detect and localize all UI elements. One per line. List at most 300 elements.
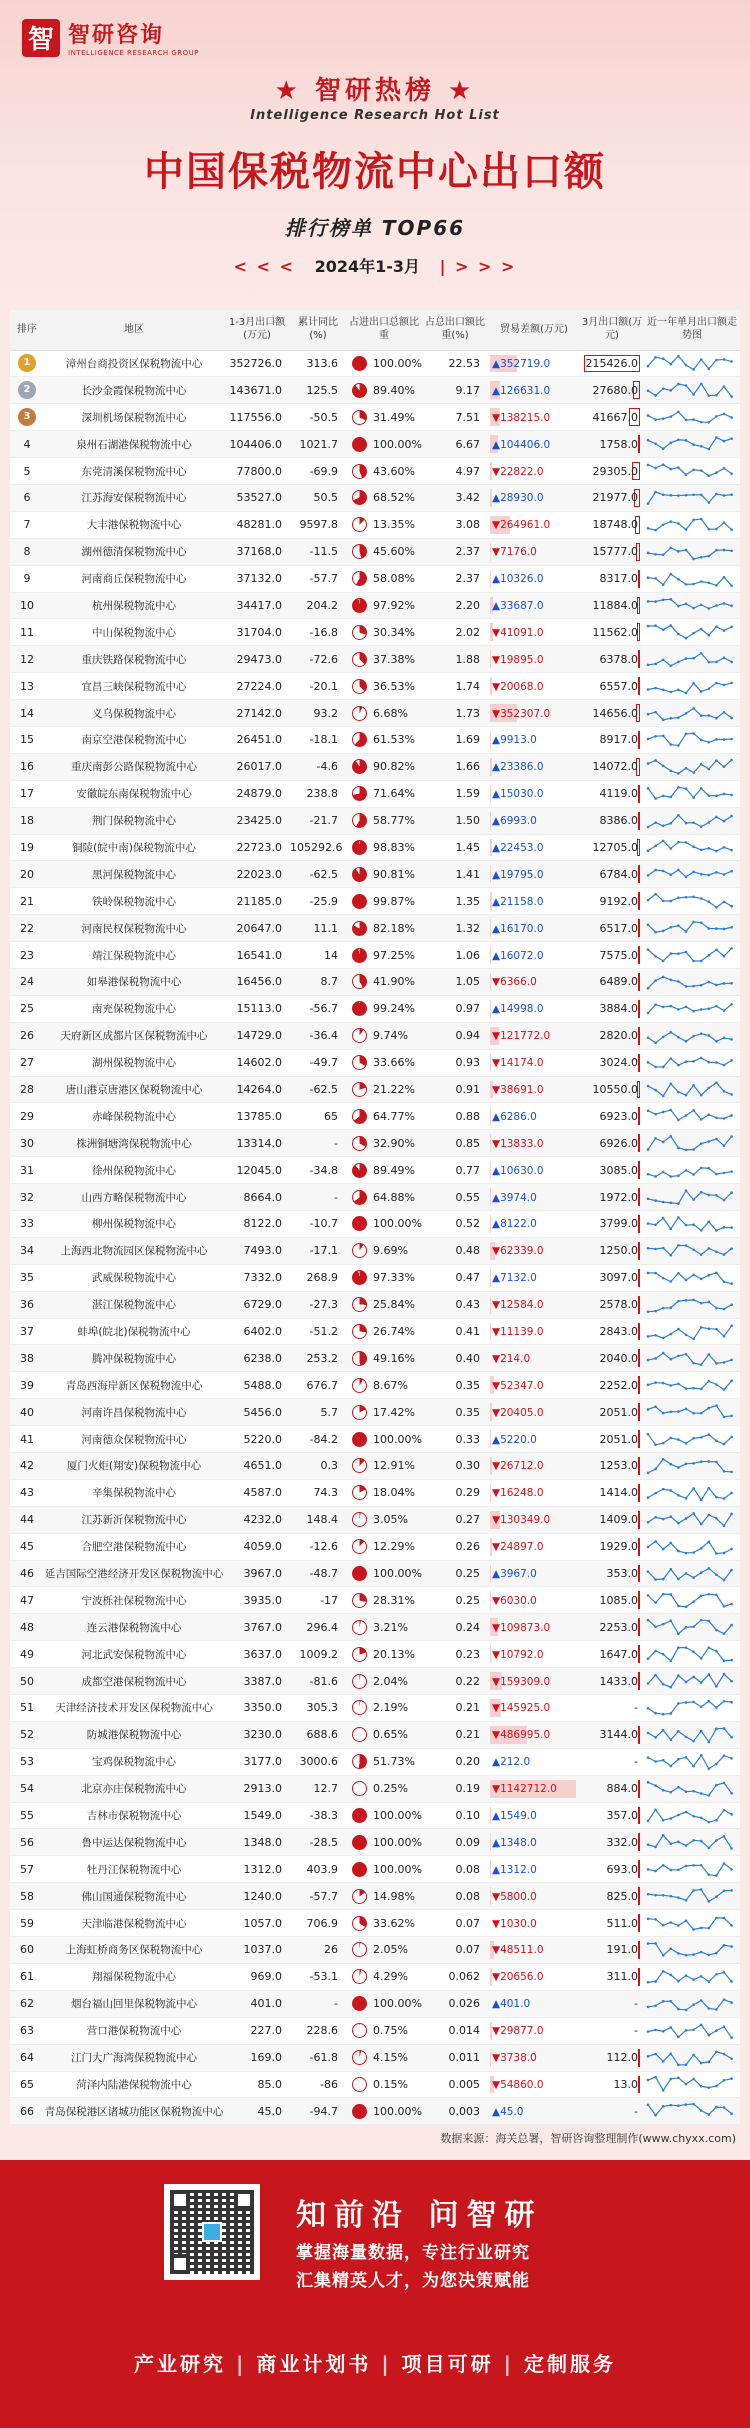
area-name: 北京亦庄保税物流中心 <box>44 1775 224 1802</box>
march-bar <box>638 570 640 588</box>
trade-share-cell <box>346 377 422 404</box>
trade-share-value: 31.49% <box>373 410 415 424</box>
sparkline-point <box>662 1412 665 1415</box>
sparkline-point <box>647 1619 650 1622</box>
march-cell <box>580 807 644 834</box>
sparkline-point <box>662 1577 665 1580</box>
trade-share-value: 14.98% <box>373 1889 415 1903</box>
table-header-row <box>10 310 740 350</box>
sparkline-point <box>670 2000 673 2003</box>
sparkline-point <box>692 2078 695 2081</box>
balance-bar <box>490 570 491 588</box>
sparkline-path <box>648 922 732 932</box>
sparkline-point <box>730 793 733 796</box>
sparkline-path <box>648 841 732 851</box>
balance-cell <box>488 700 580 727</box>
march-value: 4119.0 <box>599 787 638 801</box>
sparkline-point <box>730 417 733 420</box>
sparkline-point <box>654 1736 657 1739</box>
sparkline-point <box>715 1405 718 1408</box>
sparkline-point <box>647 1335 650 1338</box>
share-pie-icon <box>352 1996 367 2011</box>
balance-value: ▲212.0 <box>492 1756 531 1769</box>
trade-share-cell <box>346 861 422 888</box>
table-row <box>10 1560 740 1587</box>
total-share-value: 1.32 <box>422 915 488 942</box>
sparkline-chart <box>644 568 736 590</box>
yoy-value: 238.8 <box>290 780 346 807</box>
sparkline-point <box>654 711 657 714</box>
balance-value: ▼5800.0 <box>492 1890 537 1903</box>
export-q1-value: 3935.0 <box>224 1587 290 1614</box>
march-value: 1409.0 <box>599 1513 638 1527</box>
ranking-label: 排行榜单 TOP66 <box>284 216 466 240</box>
sparkline-point <box>700 1999 703 2002</box>
march-cell <box>580 404 644 431</box>
sparkline-point <box>662 448 665 451</box>
sparkline-point <box>692 518 695 521</box>
sparkline-point <box>654 1468 657 1471</box>
table-row <box>10 1103 740 1130</box>
sparkline-point <box>662 1593 665 1596</box>
balance-value: ▲104406.0 <box>492 438 551 451</box>
march-bar <box>638 1457 640 1475</box>
sparkline-point <box>723 846 726 849</box>
sparkline-point <box>662 1683 665 1686</box>
sparkline-point <box>677 1785 680 1788</box>
trade-share-cell <box>346 2071 422 2098</box>
share-pie-icon <box>352 1539 367 1554</box>
sparkline-point <box>692 2003 695 2006</box>
share-pie-icon <box>352 1163 367 1178</box>
sparkline-point <box>730 361 733 364</box>
sparkline-point <box>708 1247 711 1250</box>
balance-value: ▲16170.0 <box>492 922 544 935</box>
sparkline-point <box>715 1461 718 1464</box>
sparkline-point <box>647 1222 650 1225</box>
march-bar <box>638 785 640 803</box>
sparkline-chart <box>644 810 736 832</box>
sparkline-point <box>692 582 695 585</box>
qr-code[interactable] <box>164 2184 260 2280</box>
trade-share-cell <box>346 673 422 700</box>
trade-share-cell <box>346 1506 422 1533</box>
sparkline-point <box>662 1458 665 1461</box>
rank-cell: 20 <box>10 861 44 888</box>
share-pie-icon <box>352 356 367 371</box>
sparkline-point <box>654 625 657 628</box>
trend-sparkline <box>644 1721 740 1748</box>
area-name: 青岛西海岸新区保税物流中心 <box>44 1372 224 1399</box>
trend-sparkline <box>644 404 740 431</box>
sparkline-point <box>715 2085 718 2088</box>
sparkline-point <box>730 1380 733 1383</box>
balance-cell <box>488 861 580 888</box>
balance-cell <box>488 1237 580 1264</box>
yoy-value: 0.3 <box>290 1453 346 1480</box>
total-share-value: 0.19 <box>422 1775 488 1802</box>
trade-share-cell <box>346 1211 422 1238</box>
table-row <box>10 1453 740 1480</box>
march-cell <box>580 1184 644 1211</box>
total-share-value: 0.09 <box>422 1829 488 1856</box>
march-bar <box>638 1027 640 1045</box>
sparkline-point <box>654 1358 657 1361</box>
share-pie-icon <box>352 2077 367 2092</box>
sparkline-point <box>730 1247 733 1250</box>
sparkline-point <box>677 716 680 719</box>
area-name: 营口港保税物流中心 <box>44 2017 224 2044</box>
sparkline-point <box>715 850 718 853</box>
rank-cell: 38 <box>10 1345 44 1372</box>
export-q1-value: 24879.0 <box>224 780 290 807</box>
sparkline-point <box>654 1540 657 1543</box>
trade-share-cell <box>346 1614 422 1641</box>
total-share-value: 0.08 <box>422 1883 488 1910</box>
sparkline-point <box>654 1089 657 1092</box>
march-value: 884.0 <box>606 1782 638 1796</box>
sparkline-path <box>648 1674 732 1687</box>
trend-sparkline <box>644 2071 740 2098</box>
trend-sparkline <box>644 1614 740 1641</box>
sparkline-path <box>648 574 732 586</box>
march-value: 8917.0 <box>599 733 638 747</box>
march-bar <box>638 1538 640 1556</box>
sparkline-point <box>730 1659 733 1662</box>
sparkline-point <box>685 494 688 497</box>
march-value: 2051.0 <box>599 1405 638 1419</box>
sparkline-point <box>647 1781 650 1784</box>
sparkline-point <box>723 494 726 497</box>
table-row <box>10 458 740 485</box>
sparkline-point <box>723 982 726 985</box>
sparkline-point <box>662 870 665 873</box>
sparkline-point <box>654 1333 657 1336</box>
sparkline-point <box>723 1253 726 1256</box>
trade-share-value: 9.69% <box>373 1244 408 1258</box>
area-name: 连云港保税物流中心 <box>44 1614 224 1641</box>
sparkline-point <box>677 1577 680 1580</box>
trade-share-value: 100.00% <box>373 1217 422 1231</box>
sparkline-point <box>662 734 665 737</box>
share-pie-icon <box>352 1109 367 1124</box>
trend-sparkline <box>644 592 740 619</box>
trade-share-value: 25.84% <box>373 1298 415 1312</box>
trend-sparkline <box>644 2098 740 2125</box>
table-row <box>10 1130 740 1157</box>
march-value: 41667.0 <box>592 410 638 424</box>
sparkline-point <box>654 1980 657 1983</box>
brand-logo[interactable] <box>22 18 199 57</box>
sparkline-path <box>648 1782 732 1795</box>
sparkline-point <box>670 795 673 798</box>
total-share-value: 0.88 <box>422 1103 488 1130</box>
total-share-value: 3.42 <box>422 484 488 511</box>
sparkline-point <box>670 1057 673 1060</box>
sparkline-point <box>708 1874 711 1877</box>
sparkline-chart <box>644 648 736 670</box>
march-bar <box>638 1645 640 1663</box>
sparkline-point <box>730 1094 733 1097</box>
yoy-value: 688.6 <box>290 1721 346 1748</box>
period-right-arrows: | > > > <box>439 257 517 276</box>
area-name: 河南德众保税物流中心 <box>44 1426 224 1453</box>
sparkline-point <box>654 1137 657 1140</box>
trade-share-value: 100.00% <box>373 356 422 370</box>
sparkline-point <box>685 787 688 790</box>
export-q1-value: 3230.0 <box>224 1721 290 1748</box>
sparkline-point <box>723 1009 726 1012</box>
sparkline-point <box>723 1754 726 1757</box>
sparkline-point <box>662 583 665 586</box>
total-share-value: 1.66 <box>422 753 488 780</box>
sparkline-chart <box>644 890 736 912</box>
footer-banner <box>0 2160 750 2428</box>
sparkline-point <box>723 738 726 741</box>
sparkline-point <box>730 717 733 720</box>
sparkline-point <box>670 900 673 903</box>
sparkline-point <box>670 1135 673 1138</box>
trade-share-value: 0.25% <box>373 1782 408 1796</box>
march-bar <box>638 1188 640 1206</box>
area-name: 大丰港保税物流中心 <box>44 511 224 538</box>
yoy-value: -62.5 <box>290 1076 346 1103</box>
sparkline-point <box>662 764 665 767</box>
sparkline-point <box>647 1707 650 1710</box>
sparkline-point <box>647 1359 650 1362</box>
table-row <box>10 2071 740 2098</box>
sparkline-point <box>662 1201 665 1204</box>
yoy-value: - <box>290 1184 346 1211</box>
rank-cell: 49 <box>10 1641 44 1668</box>
yoy-value: -11.5 <box>290 538 346 565</box>
export-q1-value: 401.0 <box>224 1990 290 2017</box>
balance-value: ▼352307.0 <box>492 707 551 720</box>
trend-sparkline <box>644 1264 740 1291</box>
share-pie-icon <box>352 410 367 425</box>
table-row <box>10 1049 740 1076</box>
trade-share-value: 100.00% <box>373 1809 422 1823</box>
sparkline-chart <box>644 1078 736 1100</box>
sparkline-path <box>648 948 732 961</box>
area-name: 靖江保税物流中心 <box>44 942 224 969</box>
area-name: 徐州保税物流中心 <box>44 1157 224 1184</box>
trend-sparkline <box>644 1802 740 1829</box>
sparkline-point <box>692 2028 695 2031</box>
sparkline-point <box>708 874 711 877</box>
sparkline-point <box>708 1740 711 1743</box>
trade-share-cell <box>346 1856 422 1883</box>
sparkline-point <box>677 494 680 497</box>
service-feasibility[interactable]: 项目可研 <box>401 2352 494 2376</box>
export-q1-value: 969.0 <box>224 1963 290 1990</box>
export-q1-value: 117556.0 <box>224 404 290 431</box>
sparkline-point <box>677 897 680 900</box>
area-name: 荆门保税物流中心 <box>44 807 224 834</box>
balance-value: ▼54860.0 <box>492 2078 544 2091</box>
sparkline-point <box>700 873 703 876</box>
sparkline-point <box>692 1060 695 1063</box>
sparkline-point <box>730 549 733 552</box>
table-row <box>10 726 740 753</box>
sparkline-point <box>723 2107 726 2110</box>
sparkline-point <box>708 847 711 850</box>
trade-share-cell <box>346 1802 422 1829</box>
rank-cell: 18 <box>10 807 44 834</box>
total-share-value: 0.062 <box>422 1963 488 1990</box>
balance-value: ▼24897.0 <box>492 1541 544 1554</box>
sparkline-point <box>670 2052 673 2055</box>
sparkline-point <box>692 1928 695 1931</box>
sparkline-point <box>700 445 703 448</box>
balance-value: ▲1348.0 <box>492 1836 537 1849</box>
trade-share-value: 71.64% <box>373 787 415 801</box>
rank-cell: 15 <box>10 726 44 753</box>
balance-value: ▲16072.0 <box>492 949 544 962</box>
sparkline-point <box>677 2077 680 2080</box>
sparkline-point <box>685 1572 688 1575</box>
sparkline-point <box>692 1512 695 1515</box>
table-row <box>10 915 740 942</box>
service-industry-research[interactable]: 产业研究 <box>134 2352 227 2376</box>
sparkline-point <box>654 1894 657 1897</box>
balance-value: ▲9913.0 <box>492 734 537 747</box>
medal-icon: 3 <box>18 408 36 426</box>
sparkline-chart <box>644 1778 736 1800</box>
balance-value: ▼52347.0 <box>492 1379 544 1392</box>
sparkline-point <box>723 1036 726 1039</box>
sparkline-chart <box>644 1858 736 1880</box>
sparkline-chart <box>644 1321 736 1343</box>
trade-share-cell <box>346 753 422 780</box>
march-bar <box>638 435 640 453</box>
total-share-value: 1.59 <box>422 780 488 807</box>
balance-cell <box>488 995 580 1022</box>
march-cell <box>580 942 644 969</box>
share-pie-icon <box>352 2050 367 2065</box>
sparkline-point <box>670 1660 673 1663</box>
export-q1-value: 8664.0 <box>224 1184 290 1211</box>
balance-value: ▼6030.0 <box>492 1594 537 1607</box>
table-row <box>10 1157 740 1184</box>
balance-value: ▲22453.0 <box>492 841 544 854</box>
balance-value: ▼19895.0 <box>492 653 544 666</box>
sparkline-point <box>715 1005 718 1008</box>
march-cell <box>580 915 644 942</box>
table-row <box>10 888 740 915</box>
march-value: 7575.0 <box>599 948 638 962</box>
sparkline-point <box>730 1282 733 1285</box>
area-name: 中山保税物流中心 <box>44 619 224 646</box>
sparkline-path <box>648 1701 732 1714</box>
sparkline-point <box>654 601 657 604</box>
sparkline-point <box>654 931 657 934</box>
table-row <box>10 1748 740 1775</box>
sparkline-point <box>677 1924 680 1927</box>
area-name: 南充保税物流中心 <box>44 995 224 1022</box>
trend-sparkline <box>644 377 740 404</box>
rank-cell: 61 <box>10 1963 44 1990</box>
area-name: 柳州保税物流中心 <box>44 1211 224 1238</box>
sparkline-point <box>700 556 703 559</box>
total-share-value: 1.35 <box>422 888 488 915</box>
sparkline-point <box>730 814 733 817</box>
sparkline-chart <box>644 379 736 401</box>
export-q1-value: 12045.0 <box>224 1157 290 1184</box>
sparkline-point <box>670 769 673 772</box>
sparkline-point <box>662 553 665 556</box>
sparkline-point <box>708 1700 711 1703</box>
balance-cell <box>488 807 580 834</box>
sparkline-point <box>715 1875 718 1878</box>
service-custom[interactable]: 定制服务 <box>523 2352 616 2376</box>
trend-sparkline <box>644 1641 740 1668</box>
sparkline-point <box>700 1436 703 1439</box>
sparkline-point <box>670 1175 673 1178</box>
balance-cell <box>488 1668 580 1695</box>
balance-value: ▲23386.0 <box>492 761 544 774</box>
logo-mark: 智 <box>22 19 60 57</box>
sparkline-point <box>654 955 657 958</box>
sparkline-point <box>730 1568 733 1571</box>
sparkline-point <box>730 493 733 496</box>
march-cell <box>580 1453 644 1480</box>
service-business-plan[interactable]: 商业计划书 <box>256 2352 372 2376</box>
sparkline-point <box>715 871 718 874</box>
area-name: 辛集保税物流中心 <box>44 1479 224 1506</box>
sparkline-point <box>647 2055 650 2058</box>
sparkline-point <box>723 1497 726 1500</box>
sparkline-chart <box>644 1589 736 1611</box>
sparkline-point <box>708 421 711 424</box>
sparkline-path <box>648 1620 732 1634</box>
sparkline-point <box>692 1437 695 1440</box>
sparkline-point <box>700 1730 703 1733</box>
balance-cell <box>488 834 580 861</box>
balance-cell <box>488 1049 580 1076</box>
sparkline-point <box>692 443 695 446</box>
sparkline-point <box>662 719 665 722</box>
sparkline-point <box>730 1792 733 1795</box>
march-bar <box>638 1833 640 1851</box>
march-value: 2051.0 <box>599 1432 638 1446</box>
sparkline-point <box>723 1578 726 1581</box>
balance-value: ▼14174.0 <box>492 1057 544 1070</box>
sparkline-point <box>723 1700 726 1703</box>
rank-cell: 48 <box>10 1614 44 1641</box>
sparkline-point <box>715 1194 718 1197</box>
sparkline-path <box>648 1110 732 1120</box>
export-q1-value: 5488.0 <box>224 1372 290 1399</box>
sparkline-chart <box>644 836 736 858</box>
sparkline-point <box>647 850 650 853</box>
total-share-value: 1.73 <box>422 700 488 727</box>
balance-value: ▲401.0 <box>492 1998 531 2011</box>
balance-cell <box>488 888 580 915</box>
balance-value: ▼29877.0 <box>492 2025 544 2038</box>
table-row <box>10 619 740 646</box>
table-row <box>10 1237 740 1264</box>
sparkline-point <box>723 1389 726 1392</box>
sparkline-point <box>715 661 718 664</box>
balance-value: ▼6366.0 <box>492 976 537 989</box>
sparkline-point <box>692 419 695 422</box>
sparkline-point <box>654 979 657 982</box>
sparkline-point <box>700 1547 703 1550</box>
sparkline-point <box>715 1762 718 1765</box>
rank-cell <box>10 404 44 431</box>
sparkline-point <box>654 2028 657 2031</box>
